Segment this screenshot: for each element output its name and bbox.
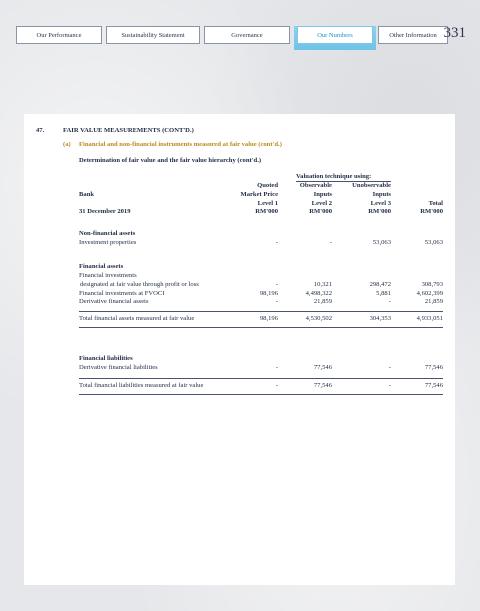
cell: - <box>275 239 278 246</box>
cell: 21,859 <box>424 298 443 305</box>
col1-line3: Level 1 <box>257 200 278 207</box>
total-cell: - <box>275 382 278 389</box>
total-cell: 4,530,502 <box>305 315 332 322</box>
cell: 77,546 <box>424 364 443 371</box>
tab-our-numbers[interactable] <box>297 26 373 44</box>
col1-line4: RM'000 <box>255 208 278 215</box>
col4-line3: Total <box>428 200 443 207</box>
cell: 10,321 <box>313 281 332 288</box>
cell: 53,063 <box>424 239 443 246</box>
divider <box>79 378 443 379</box>
cell: - <box>388 298 391 305</box>
section-title-non-financial-assets: Non-financial assets <box>79 230 136 237</box>
subsection-title: Financial and non-financial instruments measured at fair value (cont'd.) <box>79 141 282 148</box>
tab-label: Our Performance <box>36 31 82 39</box>
cell: - <box>275 364 278 371</box>
tab-governance[interactable] <box>204 26 290 44</box>
total-cell: 77,546 <box>313 382 332 389</box>
cell: 5,881 <box>376 290 391 297</box>
total-cell: 4,933,051 <box>416 315 443 322</box>
section-number: 47. <box>36 127 45 134</box>
cell: 308,793 <box>421 281 443 288</box>
tab-sustainability-statement[interactable] <box>106 26 200 44</box>
col3-line2: Inputs <box>372 191 391 198</box>
entity-label: Bank <box>79 191 95 198</box>
cell: 53,063 <box>372 239 391 246</box>
total-label: Total financial assets measured at fair value <box>79 315 195 322</box>
divider <box>79 327 443 328</box>
cell: 98,196 <box>259 290 278 297</box>
total-cell: 304,353 <box>369 315 391 322</box>
total-cell: 77,546 <box>424 382 443 389</box>
section-title: FAIR VALUE MEASUREMENTS (CONT'D.) <box>63 127 194 134</box>
cell: - <box>275 298 278 305</box>
col1-line1: Quoted <box>257 182 278 189</box>
row-label: Derivative financial liabilities <box>79 364 158 371</box>
col3-line3: Level 3 <box>370 200 391 207</box>
row-label: designated at fair value through profit or loss <box>80 281 199 288</box>
row-label: Financial investments at FVOCI <box>79 290 165 297</box>
cell: 4,498,322 <box>305 290 332 297</box>
cell: 4,602,399 <box>416 290 443 297</box>
cell: - <box>329 239 332 246</box>
divider <box>79 311 443 312</box>
subsection-letter: (a) <box>63 141 71 148</box>
valuation-group-header: Valuation technique using: <box>296 173 372 180</box>
col3-line1: Unobservable <box>352 182 391 189</box>
row-label: Investment properties <box>79 239 137 246</box>
cell: 298,472 <box>369 281 391 288</box>
date-label: 31 December 2019 <box>79 208 131 215</box>
section-title-financial-assets: Financial assets <box>79 263 124 270</box>
tab-label: Our Numbers <box>317 31 353 39</box>
col2-line2: Inputs <box>313 191 332 198</box>
total-cell: 98,196 <box>259 315 278 322</box>
cell: 77,546 <box>313 364 332 371</box>
total-label: Total financial liabilities measured at fair value <box>79 382 204 389</box>
tab-label: Governance <box>231 31 263 39</box>
col4-line4: RM'000 <box>420 208 443 215</box>
divider <box>79 394 443 395</box>
col2-line4: RM'000 <box>309 208 332 215</box>
tab-our-performance[interactable] <box>16 26 102 44</box>
col2-line3: Level 2 <box>311 200 332 207</box>
table-heading: Determination of fair value and the fair value hierarchy (cont'd.) <box>79 157 262 164</box>
col3-line4: RM'000 <box>368 208 391 215</box>
total-cell: - <box>388 382 391 389</box>
tab-label: Sustainability Statement <box>121 31 185 39</box>
col1-line2: Market Price <box>240 191 278 198</box>
section-title-financial-liabilities: Financial liabilities <box>79 355 133 362</box>
row-label: Derivative financial assets <box>79 298 149 305</box>
cell: - <box>275 281 278 288</box>
cell: - <box>388 364 391 371</box>
row-label: Financial investments <box>79 272 137 279</box>
page-number: 331 <box>443 25 466 41</box>
tab-label: Other Information <box>389 31 437 39</box>
col2-line1: Observable <box>299 182 332 189</box>
cell: 21,859 <box>313 298 332 305</box>
tab-other-information[interactable] <box>378 26 448 44</box>
